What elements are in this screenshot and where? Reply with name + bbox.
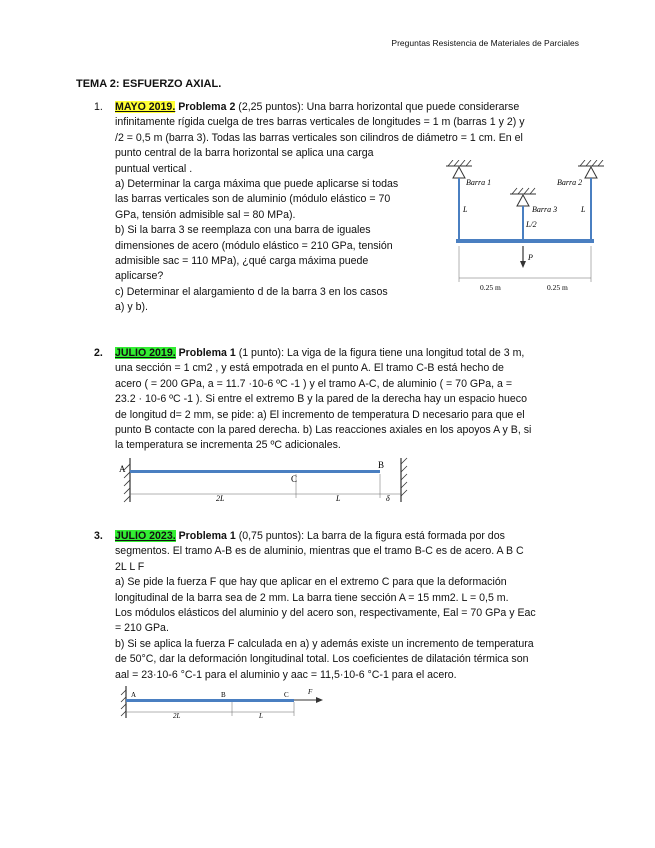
problem-date: JULIO 2019. [115, 347, 176, 359]
label-dim-right: 0.25 m [547, 283, 568, 292]
label-B: B [378, 460, 385, 470]
problem-title: Problema 1 [178, 530, 236, 542]
problem-1-line-0 [115, 100, 585, 115]
problem-points: (0,75 puntos): [238, 530, 305, 542]
problem-text: b) Si la barra 3 se reemplaza con una barra de iguales [115, 224, 371, 237]
problem-title: Problema 1 [178, 347, 236, 359]
problem-text: 23.2 · 10-6 ºC -1 ). Si entre el extremo B y la pared de la derecha hay un espacio hueco [115, 393, 527, 406]
label-L-right: L [581, 205, 586, 214]
problem-number: 1. [94, 101, 103, 113]
problem-text: aplicarse? [115, 270, 164, 283]
problem-text: longitudinal de la barra sea de 2 mm. La barra tiene sección A = 15 mm2. L = 0,5 m. [115, 591, 509, 604]
problem-text: una sección = 1 cm2 , y está empotrada en el punto A. El tramo C-B está hecho de [115, 362, 504, 375]
problem-text: a) y b). [115, 301, 148, 314]
label-C: C [284, 691, 289, 699]
label-B: B [221, 691, 226, 699]
problem-number: 2. [94, 347, 103, 359]
problem-text: puntual vertical . [115, 162, 193, 175]
label-L-half: L/2 [526, 220, 537, 229]
problem-text: la temperatura se incrementa 25 ºC adicionales. [115, 439, 341, 452]
problem-text: b) Si se aplica la fuerza F calculada en a) y además existe un incremento de temperatura [115, 637, 534, 650]
label-bar3: Barra 3 [532, 205, 558, 214]
problem-2-line-0 [115, 346, 585, 361]
label-P: P [528, 253, 533, 262]
problem-text: infinitamente rígida cuelga de tres barras verticales de longitudes = 1 m (barras 1 y 2) y [115, 116, 525, 129]
problem-text: La viga de la figura tiene una longitud total de 3 m, [287, 347, 525, 359]
section-title: TEMA 2: ESFUERZO AXIAL. [76, 78, 222, 90]
problem-text: de 50°C, dar la deformación longitudinal total. Los coeficientes de dilatación térmica son [115, 653, 529, 666]
problem-text: dimensiones de acero (módulo elástico = 210 GPa, tensión [115, 239, 393, 252]
problem-text: /2 = 0,5 m (barra 3). Todas las barras verticales son cilindros de diámetro = 1 cm. En el [115, 131, 523, 144]
problem-points: (1 punto): [238, 347, 285, 359]
label-2L: 2L [216, 494, 225, 503]
page-header: Preguntas Resistencia de Materiales de Parciales [391, 38, 579, 48]
label-A: A [119, 464, 126, 474]
problem-text: a) Se pide la fuerza F que hay que aplicar en el extremo C para que la deformación [115, 576, 507, 589]
problem-text: las barras verticales son de aluminio (módulo elástico = 70 [115, 193, 391, 206]
label-F: F [308, 688, 313, 696]
problem-date: MAYO 2019. [115, 101, 176, 113]
problem-date: JULIO 2023. [115, 530, 176, 542]
label-L: L [336, 494, 341, 503]
problem-number: 3. [94, 530, 103, 542]
problem-text: 2L L F [115, 560, 145, 573]
label-dim-left: 0.25 m [480, 283, 501, 292]
label-bar2: Barra 2 [557, 178, 583, 187]
problem-text: Los módulos elásticos del aluminio y del acero son, respectivamente, Eal = 70 GPa y Eac [115, 607, 536, 620]
problem-text: aal = 23·10-6 °C-1 para el aluminio y aac = 11,5·10-6 °C-1 para el acero. [115, 668, 457, 681]
problem-text: = 210 GPa. [115, 622, 169, 635]
figure-beam-gap [116, 456, 416, 504]
problem-3 [94, 529, 584, 689]
figure-bar-force [118, 684, 333, 720]
problem-text: GPa, tensión admisible sal = 80 MPa). [115, 208, 296, 221]
label-A: A [131, 691, 137, 699]
problem-3-line-0 [115, 529, 585, 544]
problem-text: Una barra horizontal que puede considerarse [306, 101, 520, 113]
label-L: L [259, 712, 263, 720]
problem-text: La barra de la figura está formada por dos [307, 530, 505, 542]
label-gap: δ [386, 494, 390, 503]
problem-text: c) Determinar el alargamiento d de la barra 3 en los casos [115, 285, 388, 298]
label-L-left: L [463, 205, 468, 214]
problem-text: acero ( = 200 GPa, a = 11.7 ·10-6 ºC -1 ) y el tramo A-C, de aluminio ( = 70 GPa, a = [115, 377, 513, 390]
label-bar1: Barra 1 [466, 178, 492, 187]
label-2L: 2L [173, 712, 181, 720]
problem-text: de longitud d= 2 mm, se pide: a) El incremento de temperatura D necesario para que el [115, 408, 525, 421]
label-C: C [291, 474, 298, 484]
problem-2 [94, 346, 584, 458]
figure-hanging-bar [444, 160, 614, 295]
problem-points: (2,25 puntos): [238, 101, 304, 113]
problem-title: Problema 2 [178, 101, 236, 113]
problem-text: a) Determinar la carga máxima que puede aplicarse si todas [115, 178, 399, 191]
problem-text: admisible sac = 110 MPa), ¿qué carga máxima puede [115, 255, 369, 268]
problem-text: punto B contacte con la pared derecha. b) Las reacciones axiales en los apoyos A y B, si [115, 424, 532, 437]
problem-text: segmentos. El tramo A-B es de aluminio, mientras que el tramo B-C es de acero. A B C [115, 545, 524, 558]
problem-text: punto central de la barra horizontal se aplica una carga [115, 147, 374, 160]
